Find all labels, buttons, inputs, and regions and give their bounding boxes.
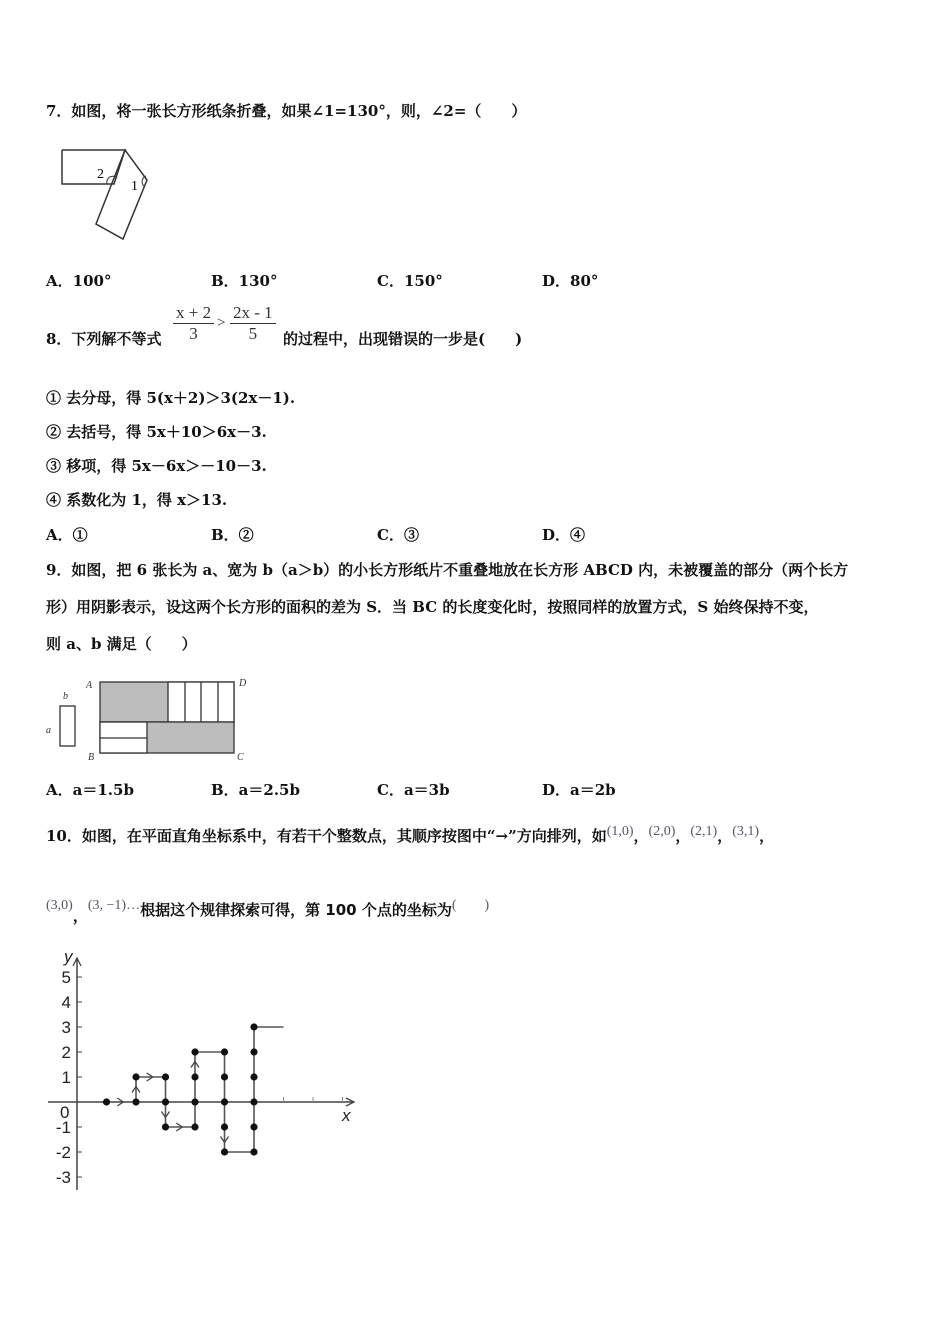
data-point [250, 1123, 257, 1130]
q7-stem: 7．如图，将一张长方形纸条折叠，如果∠1=130°，则，∠2=（ ） [46, 102, 527, 120]
y-tick-label: 3 [61, 1018, 71, 1037]
origin-label: 0 [60, 1103, 70, 1122]
q10-coord-1: (1,0) [606, 824, 634, 839]
q9-stem-line3: 则 a、b 满足（ ） [46, 635, 197, 653]
q10-sep: ， [72, 907, 88, 925]
q10-stem-text2: 根据这个规律探索可得，第 100 个点的坐标为 [140, 901, 452, 919]
q8-frac1-denominator: 3 [189, 324, 198, 343]
direction-arrow-icon [191, 1062, 199, 1068]
data-point [250, 1048, 257, 1055]
q9-label-D: D [239, 678, 247, 689]
data-point [191, 1098, 198, 1105]
q10-sep: ， [633, 827, 649, 845]
q10-sep: ， [717, 827, 733, 845]
q10-sep: ， [759, 827, 775, 845]
q8-frac2-numerator: 2x - 1 [230, 303, 276, 324]
y-tick-label: 2 [61, 1043, 71, 1062]
path-line [136, 1027, 284, 1152]
q8-frac1-numerator: x + 2 [173, 303, 214, 324]
y-axis-label: y [64, 947, 73, 966]
q9-option-c[interactable]: C．a＝3b [377, 781, 450, 799]
data-point [162, 1098, 169, 1105]
q7-option-b[interactable]: B．130° [211, 272, 278, 290]
q10-coord-6: (3, −1) [87, 898, 127, 913]
q7-angle1-label: 1 [131, 179, 138, 194]
data-point [191, 1123, 198, 1130]
q10-stem-line1 [46, 826, 774, 848]
q7-option-d[interactable]: D．80° [542, 272, 599, 290]
q8-frac2-denominator: 5 [248, 324, 258, 343]
q7-option-c[interactable]: C．150° [377, 272, 443, 290]
q9-option-d[interactable]: D．a＝2b [542, 781, 616, 799]
q9-stem-line2: 形）用阴影表示，设这两个长方形的面积的差为 S．当 BC 的长度变化时，按照同样的放置方式，S 始终保持不变， [46, 598, 819, 616]
q8-option-b[interactable]: B．② [211, 526, 254, 544]
data-point [191, 1073, 198, 1080]
q9-option-b[interactable]: B．a＝2.5b [211, 781, 300, 799]
y-tick-label: 4 [61, 993, 71, 1012]
q9-label-C: C [237, 752, 244, 763]
data-point [162, 1073, 169, 1080]
q9-option-a[interactable]: A．a＝1.5b [46, 781, 134, 799]
q8-option-a[interactable]: A．① [46, 526, 88, 544]
q8-option-c[interactable]: C．③ [377, 526, 419, 544]
direction-arrow-icon [176, 1123, 182, 1131]
y-tick-label: 1 [61, 1068, 71, 1087]
q9-label-B: B [88, 752, 95, 763]
data-point [103, 1098, 110, 1105]
data-point [221, 1148, 228, 1155]
q7-option-a[interactable]: A．100° [46, 272, 112, 290]
q8-fraction-left [173, 303, 214, 344]
data-point [191, 1048, 198, 1055]
q10-sep: ， [675, 827, 691, 845]
data-point [250, 1073, 257, 1080]
q8-fraction-right [230, 303, 276, 344]
x-axis-label: x [342, 1106, 351, 1125]
q8-step-4: ④ 系数化为 1，得 x＞13. [46, 491, 228, 509]
data-point [250, 1098, 257, 1105]
data-point [221, 1098, 228, 1105]
q8-step-3: ③ 移项，得 5x－6x＞－10－3. [46, 457, 267, 475]
q9-label-a: a [46, 725, 51, 736]
direction-arrow-icon [147, 1073, 153, 1081]
q8-step-1: ① 去分母，得 5(x＋2)＞3(2x－1). [46, 389, 296, 407]
data-point [250, 1148, 257, 1155]
x-axis-arrow-icon [346, 1098, 354, 1106]
y-tick-label: -3 [55, 1168, 71, 1187]
y-tick-label: -2 [55, 1143, 71, 1162]
q10-stem-line2 [46, 898, 490, 925]
q8-option-d[interactable]: D．④ [542, 526, 586, 544]
direction-arrow-icon [117, 1098, 123, 1106]
data-point [250, 1023, 257, 1030]
q8-relation: > [217, 315, 226, 331]
y-tick-label: 5 [61, 968, 71, 987]
direction-arrow-icon [132, 1087, 140, 1093]
data-point [162, 1123, 169, 1130]
q8-stem-prefix: 8．下列解不等式 [46, 330, 162, 348]
q10-coord-4: (3,1) [732, 824, 760, 839]
q8-step-2: ② 去括号，得 5x＋10＞6x－3. [46, 423, 267, 441]
q10-stem-text: 10．如图，在平面直角坐标系中，有若干个整数点，其顺序按图中“→”方向排列，如 [46, 827, 607, 845]
data-point [221, 1048, 228, 1055]
data-point [221, 1073, 228, 1080]
q10-ellipsis: … [126, 898, 141, 913]
q7-angle2-label: 2 [97, 167, 104, 182]
q10-coord-3: (2,1) [690, 824, 718, 839]
direction-arrow-icon [221, 1137, 229, 1143]
direction-arrow-icon [162, 1112, 170, 1118]
q9-stem-line1: 9．如图，把 6 张长为 a、宽为 b（a＞b）的小长方形纸片不重叠地放在长方形 ABCD 内，未被覆盖的部分（两个长方 [46, 561, 849, 579]
q8-stem-suffix: 的过程中，出现错误的一步是( ) [283, 330, 523, 348]
q9-label-b: b [63, 691, 68, 702]
q10-answer-blank: ( ) [451, 898, 490, 913]
y-axis-arrow-icon [73, 958, 81, 966]
q10-coord-2: (2,0) [648, 824, 676, 839]
y-tick-label: -1 [55, 1118, 71, 1137]
q10-coord-5: (3,0) [46, 898, 73, 913]
q9-label-A: A [86, 680, 93, 691]
data-point [132, 1073, 139, 1080]
data-point [221, 1123, 228, 1130]
data-point [132, 1098, 139, 1105]
